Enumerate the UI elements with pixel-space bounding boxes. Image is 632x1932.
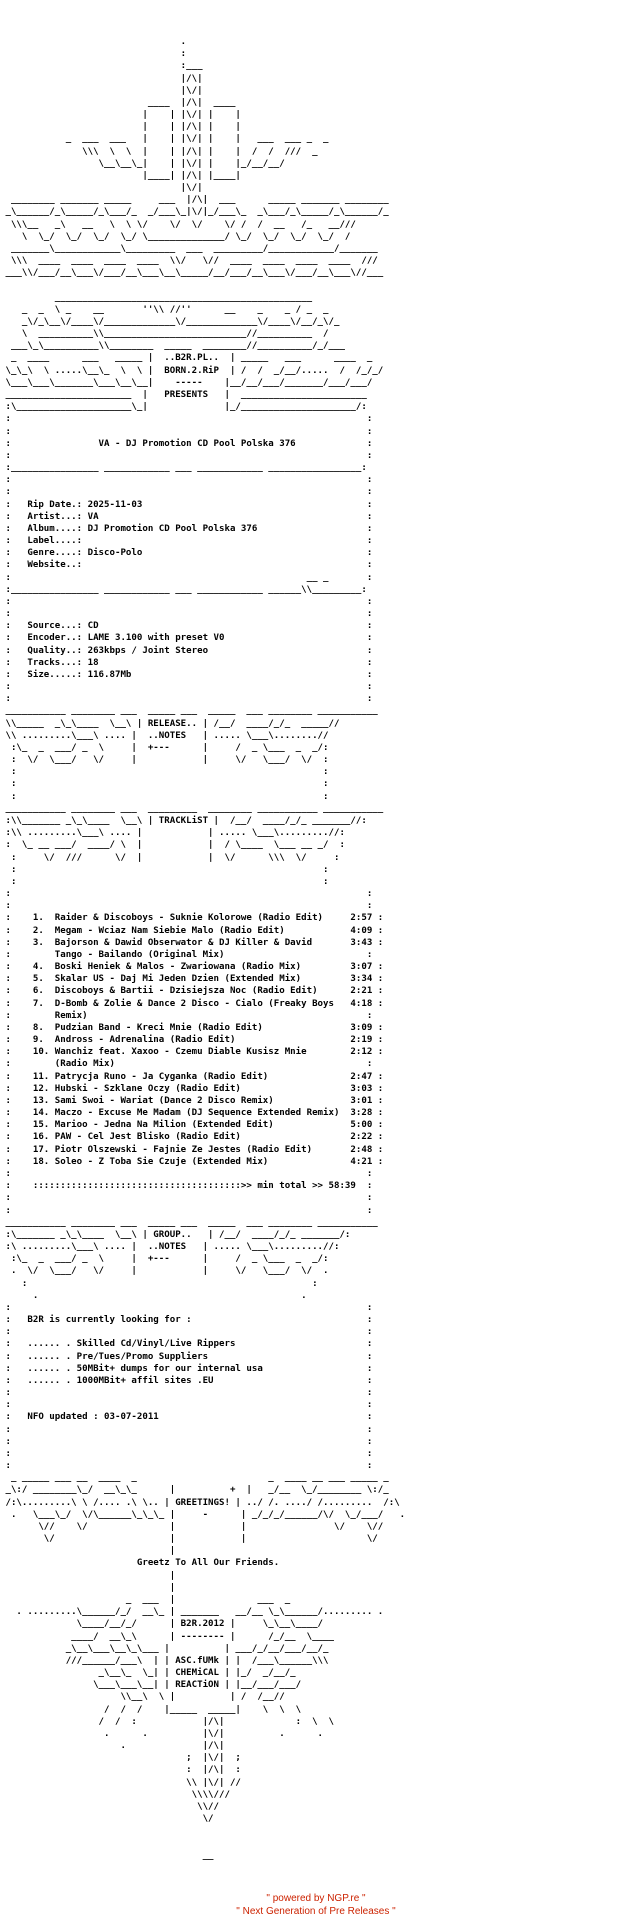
- nfo-line: :___: [0, 61, 203, 72]
- nfo-line: _\:/ ________\_/ __\_\_ | + | _/__ \_/________ \:/_: [0, 1485, 389, 1496]
- nfo-line: _\/_\__\/____\/_____________\/_____________\/____\/__/_\/_: [0, 316, 340, 327]
- nfo-line: : :: [0, 694, 373, 705]
- nfo-line: : Artist...: VA :: [0, 511, 373, 522]
- nfo-line: :\_______ _\_\____ \__\ | GROUP.. | /__/ ____/_/_ _______/:: [0, 1229, 351, 1240]
- nfo-line: \\ .........\___\ .... | ..NOTES | ..... \___\........//: [0, 730, 329, 741]
- nfo-line: : ::::::::::::::::::::::::::::::::::::::>> min total >> 58:39 :: [0, 1181, 373, 1192]
- nfo-line: \___\___\__| | REACTiON | |__/___/___/: [0, 1680, 302, 1691]
- nfo-line: : |/\| :: [0, 1765, 241, 1776]
- nfo-line: : 10. Wanchiz feat. Xaxoo - Czemu Diable Kusisz Mnie 2:12 :: [0, 1047, 384, 1058]
- nfo-line: : :: [0, 1424, 373, 1435]
- nfo-line: \\_____ _\_\____ \__\ | RELEASE.. | /__/ ____/_/_ _____//: [0, 718, 340, 729]
- nfo-line: : 18. Soleo - Z Toba Sie Czuje (Extended Mix) 4:21 :: [0, 1156, 384, 1167]
- nfo-line: ____/ __\_\ | -------- | /_/__ \____: [0, 1631, 334, 1642]
- nfo-line: : :: [0, 889, 373, 900]
- nfo-line: : 14. Maczo - Excuse Me Madam (DJ Sequence Extended Remix) 3:28 :: [0, 1108, 384, 1119]
- nfo-line: : 9. Andross - Adrenalina (Radio Edit) 2:19 :: [0, 1035, 384, 1046]
- powered-by-text: " powered by NGP.re ": [266, 1893, 366, 1904]
- nfo-line: : 11. Patrycja Runo - Ja Cyganka (Radio Edit) 2:47 :: [0, 1071, 384, 1082]
- nfo-line: . |/\|: [0, 1741, 225, 1752]
- nfo-line: : __ _ :: [0, 572, 373, 583]
- nfo-line: : Size.....: 116.87Mb :: [0, 669, 373, 680]
- nfo-line: / / / |_____ _____| \ \ \: [0, 1704, 302, 1715]
- nfo-line: |\/|: [0, 183, 203, 194]
- nfo-line: _______________________ | PRESENTS | _______________________: [0, 389, 367, 400]
- nfo-line: _ ___ ___ | | |\/| | | ___ ___ _ _: [0, 134, 329, 145]
- nfo-line: : \/ /// \/ | | \/ \\\ \/ :: [0, 852, 340, 863]
- nfo-line: : :: [0, 414, 373, 425]
- footer: [0, 1892, 632, 1918]
- nfo-line: _ _____ ___ __ ____ _ _ ____ __ ___ _____ _: [0, 1473, 389, 1484]
- nfo-line: : \/ \___/ \/ | | \/ \___/ \/ :: [0, 755, 329, 766]
- nfo-line: |____| |/\| |____|: [0, 170, 241, 181]
- nfo-line: : :: [0, 1278, 318, 1289]
- nfo-line: \_\_\ \ .....\__\_ \ \ | BORN.2.RiP | / / _/__/..... / /_/_/: [0, 365, 384, 376]
- nfo-line: :\\ .........\___\ .... | | ..... \___\.........//:: [0, 828, 345, 839]
- nfo-line: ///______/___\ | | ASC.fUMk | | /___\______\\\: [0, 1655, 329, 1666]
- nfo-line: : VA - DJ Promotion CD Pool Polska 376 :: [0, 438, 373, 449]
- nfo-ascii-art: [0, 36, 632, 1861]
- nfo-line: . \/ \___/ \/ | | \/ \___/ \/ .: [0, 1266, 329, 1277]
- nfo-line: : :: [0, 1302, 373, 1313]
- nfo-line: : 3. Bajorson & Dawid Obserwator & DJ Killer & David 3:43 :: [0, 937, 384, 948]
- nfo-line: _______\____________\_________ ___ _________/____________/_______: [0, 243, 378, 254]
- nfo-line: |: [0, 1582, 176, 1593]
- nfo-line: : :: [0, 1327, 373, 1338]
- nfo-line: : ...... . Pre/Tues/Promo Suppliers :: [0, 1351, 373, 1362]
- tagline-text: " Next Generation of Pre Releases ": [236, 1906, 396, 1917]
- nfo-line: : 17. Piotr Olszewski - Fajnie Ze Jestes (Radio Edit) 2:48 :: [0, 1144, 384, 1155]
- nfo-line: : :: [0, 901, 373, 912]
- nfo-line: : :: [0, 876, 329, 887]
- nfo-line: . . |\/| . .: [0, 1728, 324, 1739]
- nfo-line: : :: [0, 487, 373, 498]
- nfo-line: : :: [0, 1168, 373, 1179]
- nfo-line: : :: [0, 791, 329, 802]
- nfo-line: \/ | | \/: [0, 1534, 378, 1545]
- nfo-line: \ \_/ \_/ \_/ \_/ \______________/ \_/ \_/ \_/ \_/ /: [0, 231, 351, 242]
- nfo-line: :: [0, 49, 187, 60]
- nfo-line: \\ |\/| //: [0, 1777, 241, 1788]
- nfo-line: : 6. Discoboys & Bartii - Dzisiejsza Noc (Radio Edit) 2:21 :: [0, 986, 384, 997]
- nfo-line: | | |\/| | |: [0, 110, 241, 121]
- nfo-line: \\__\ \ | | / /__//: [0, 1692, 285, 1703]
- nfo-line: : 8. Pudzian Band - Kreci Mnie (Radio Edit) 3:09 :: [0, 1022, 384, 1033]
- nfo-line: : :: [0, 1448, 373, 1459]
- nfo-line: :\\_______ _\_\____ \__\ | TRACKLiST | /__/ ____/_/_ _______//:: [0, 816, 367, 826]
- nfo-line: ____ |/\| ____: [0, 97, 236, 108]
- nfo-line: :________________ ____________ ___ ____________ ______\\_________:: [0, 584, 367, 595]
- nfo-line: : 2. Megam - Wciaz Nam Siebie Malo (Radio Edit) 4:09 :: [0, 925, 384, 936]
- nfo-line: _\______/_\_____/_\___/_ _/___\_|\/|_/___\_ _\___/_\_____/_\______/_: [0, 207, 389, 218]
- nfo-line: __: [0, 1850, 214, 1861]
- nfo-line: : Tango - Bailando (Original Mix) :: [0, 949, 373, 960]
- nfo-line: : B2R is currently looking for : :: [0, 1315, 373, 1326]
- nfo-line: : Genre....: Disco-Polo :: [0, 548, 373, 559]
- nfo-line: \\\__ _\ __ \ \ \/ \/ \/ \/ / / __ /_ __///: [0, 219, 356, 230]
- nfo-line: : 7. D-Bomb & Zolie & Dance 2 Disco - Cialo (Freaky Boys 4:18 :: [0, 998, 384, 1009]
- nfo-line: : 16. PAW - Cel Jest Blisko (Radio Edit) 2:22 :: [0, 1132, 384, 1143]
- nfo-line: : :: [0, 1388, 373, 1399]
- nfo-line: \ __________\\__________________________//__________ /: [0, 329, 329, 340]
- nfo-line: : ...... . Skilled Cd/Vinyl/Live Rippers :: [0, 1339, 373, 1350]
- nfo-line: ________ _______ _____ ___ |/\| ___ _____ _______ ________: [0, 195, 389, 206]
- nfo-line: : :: [0, 450, 373, 461]
- nfo-line: : :: [0, 1205, 373, 1216]
- nfo-line: \\\ \ \ | | |/\| | | / / /// _: [0, 146, 318, 157]
- nfo-line: : Encoder..: LAME 3.100 with preset V0 :: [0, 633, 373, 644]
- nfo-line: : Label....: :: [0, 536, 373, 547]
- nfo-line: : Rip Date.: 2025-11-03 :: [0, 499, 373, 510]
- nfo-line: \____/__/_/ | B2R.2012 | \_\__\____/: [0, 1619, 324, 1630]
- nfo-line: : :: [0, 1193, 373, 1204]
- nfo-line: \\//: [0, 1801, 219, 1812]
- nfo-line: \\\\///: [0, 1789, 230, 1800]
- nfo-line: . \___\_/ \/\______\_\_\_ | - | _/_/_/______/\/ \_/___/ .: [0, 1509, 406, 1520]
- nfo-line: : :: [0, 779, 329, 790]
- nfo-line: _______________________________________________: [0, 292, 313, 303]
- nfo-line: :\_ _ ___/ _ \ | +--- | / _ \___ _ _/:: [0, 1254, 329, 1265]
- nfo-line: : :: [0, 596, 373, 607]
- nfo-line: _\__\___\__\_\___ | | ___/_/__/___/__/_: [0, 1643, 329, 1654]
- nfo-line: | | |/\| | |: [0, 122, 241, 133]
- nfo-line: : :: [0, 767, 329, 778]
- nfo-line: : \_ __ ___/ ____/ \ | | / \____ \___ __ _/ :: [0, 840, 345, 851]
- nfo-line: \/: [0, 1814, 214, 1825]
- nfo-line: ___________ ________ ___ _________ ________ ___________ ___________: [0, 803, 384, 814]
- nfo-line: ___________ ________ ___ _____ ___ _____ ___ ________ ___________: [0, 706, 378, 717]
- nfo-line: _ ____ ___ _____ | ..B2R.PL.. | _____ ___ ____ _: [0, 353, 373, 364]
- nfo-line: . .........\______/_/ __\_ | _______ __/__ \_\______/......... .: [0, 1607, 384, 1618]
- nfo-line: .: [0, 37, 187, 47]
- nfo-line: : :: [0, 864, 329, 875]
- nfo-line: : :: [0, 426, 373, 437]
- nfo-line: _ ___ | ___ _: [0, 1595, 291, 1605]
- nfo-line: : Remix) :: [0, 1010, 373, 1021]
- nfo-line: : :: [0, 1461, 373, 1472]
- nfo-line: \// \/ | | \/ \//: [0, 1521, 384, 1532]
- nfo-line: \\\ ____ ____ ____ ____ \\/ \// ____ ____ ____ ____ ///: [0, 256, 378, 267]
- nfo-line: : NFO updated : 03-07-2011 :: [0, 1412, 373, 1423]
- nfo-line: : ...... . 50MBit+ dumps for our internal usa :: [0, 1363, 373, 1374]
- nfo-line: . .: [0, 1290, 307, 1301]
- nfo-line: |\/|: [0, 85, 203, 96]
- nfo-line: / / : |/\| : \ \: [0, 1716, 334, 1727]
- nfo-line: :________________ ____________ ___ ____________ _________________:: [0, 463, 367, 474]
- nfo-line: : Website..: :: [0, 560, 373, 571]
- nfo-line: : :: [0, 1436, 373, 1447]
- nfo-line: ; |\/| ;: [0, 1753, 241, 1764]
- nfo-line: ___________ ________ ___ _____ ___ _____ ___ ________ ___________: [0, 1217, 378, 1228]
- nfo-line: _ _ \ _ __ ''\\ //'' __ _ _ / _ _: [0, 304, 329, 315]
- nfo-line: |: [0, 1546, 345, 1557]
- nfo-line: /:\.........\ \ /.... .\ \.. | GREETINGS! | ../ /. ..../ /......... /:\: [0, 1497, 400, 1508]
- nfo-line: : :: [0, 609, 373, 620]
- nfo-line: : Quality..: 263kbps / Joint Stereo :: [0, 645, 373, 656]
- nfo-line: : :: [0, 475, 373, 486]
- nfo-line: : Album....: DJ Promotion CD Pool Polska 376 :: [0, 523, 373, 534]
- nfo-line: ___\\/___/__\___\/___/__\___\__\_____/__/___/__\___\/___/__\___\//___: [0, 268, 384, 279]
- nfo-line: |: [0, 1570, 176, 1581]
- nfo-line: :\_ _ ___/ _ \ | +--- | / _ \___ _ _/:: [0, 742, 329, 753]
- nfo-line: _\__\_ \_| | CHEMiCAL | |_/ _/__/_: [0, 1668, 296, 1679]
- nfo-line: \___\___\_______\___\__\__| ----- |__/__/___/_______/___/___/: [0, 377, 373, 388]
- nfo-line: : :: [0, 682, 373, 693]
- nfo-line: :\_____________________\_| |_/_____________________/:: [0, 402, 367, 413]
- nfo-line: : 1. Raider & Discoboys - Suknie Kolorowe (Radio Edit) 2:57 :: [0, 913, 384, 924]
- nfo-line: : 13. Sami Swoi - Wariat (Dance 2 Disco Remix) 3:01 :: [0, 1095, 384, 1106]
- nfo-line: : 15. Marioo - Jedna Na Milion (Extended Edit) 5:00 :: [0, 1120, 384, 1131]
- nfo-line: |/\|: [0, 73, 203, 84]
- nfo-line: : :: [0, 1400, 373, 1411]
- nfo-line: ___\_\__________\\________ _____ ________//__________/_/___: [0, 341, 345, 352]
- nfo-line: : (Radio Mix) :: [0, 1059, 373, 1070]
- nfo-line: :\ .........\___\ .... | ..NOTES | ..... \___\.........//:: [0, 1242, 340, 1253]
- nfo-line: : 5. Skalar US - Daj Mi Jeden Dzien (Extended Mix) 3:34 :: [0, 974, 384, 985]
- nfo-line: : Source...: CD :: [0, 621, 373, 632]
- nfo-line: : Tracks...: 18 :: [0, 657, 373, 668]
- nfo-line: : 4. Boski Heniek & Malos - Zwariowana (Radio Mix) 3:07 :: [0, 962, 384, 973]
- nfo-line: Greetz To All Our Friends.: [0, 1558, 280, 1569]
- nfo-line: : 12. Hubski - Szklane Oczy (Radio Edit) 3:03 :: [0, 1083, 384, 1094]
- nfo-line: : ...... . 1000MBit+ affil sites .EU :: [0, 1375, 373, 1386]
- nfo-line: \__\__\_| | |\/| | |_/__/__/: [0, 158, 285, 169]
